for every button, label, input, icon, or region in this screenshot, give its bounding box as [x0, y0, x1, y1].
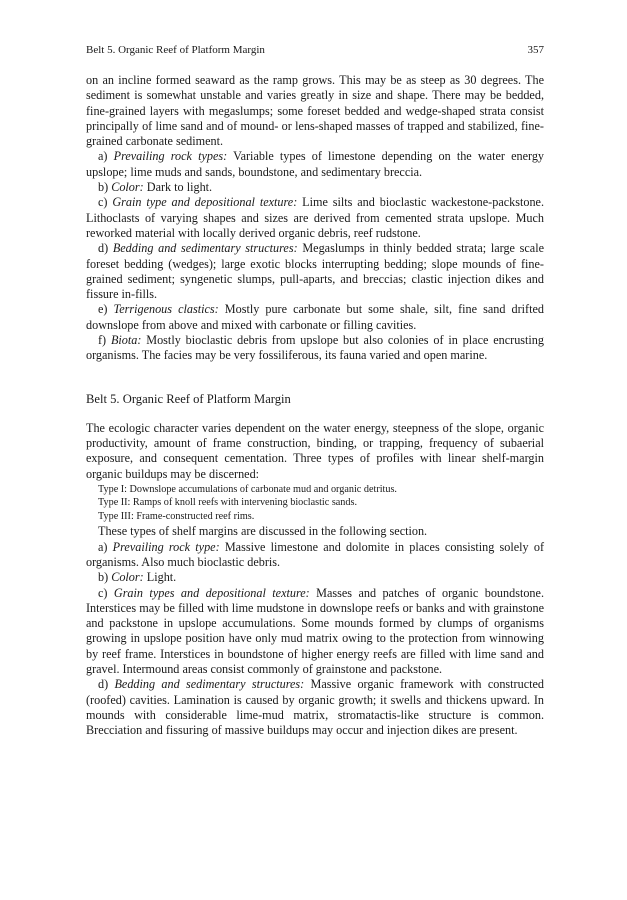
body-text: [86, 73, 544, 738]
list-item: b) Color: Light.: [98, 570, 177, 585]
item-term: Biota:: [110, 333, 142, 348]
item-term: Prevailing rock types:: [113, 149, 228, 164]
item-term: Color:: [111, 570, 144, 585]
list-item: c) Grain type and depositional texture: Lime silts and bioclastic wackestone-packstone. Lithoclasts of varying shapes and sizes are derived from cemented strata upslope. Much reworked material with locally derived organic debris, reef rudstone.: [86, 195, 544, 240]
list-item: c) Grain types and depositional texture: Masses and patches of organic boundstone. Interstices may be filled with lime mudstone in downslope reefs or banks and with grainstone and packstone in upslope accumulations. Some mounds formed by clumps of organisms growing in upslope position have only mud matrix owing to the protection from winnowing by reef frame. Interstices in boundstone of higher energy reefs are filled with lime sand and gravel. Intermound areas consist commonly of grainstone and packstone.: [86, 585, 544, 676]
list-item: f) Biota: Mostly bioclastic debris from upslope but also colonies of in place encrusting organisms. The facies may be very fossiliferous, its fauna varied and open marine.: [86, 333, 544, 363]
item-term: Color:: [111, 180, 144, 195]
item-term: Grain types and depositional texture:: [113, 585, 310, 600]
list-item: a) Prevailing rock types: Variable types of limestone depending on the water energy upslope; lime muds and sands, boundstone, and sedimentary breccia.: [86, 149, 545, 179]
item-term: Prevailing rock type:: [112, 539, 220, 554]
item-term: Terrigenous clastics:: [113, 302, 219, 317]
profile-types-list: [98, 483, 544, 524]
section-heading: Belt 5. Organic Reef of Platform Margin: [86, 391, 291, 406]
item-term: Grain type and depositional texture:: [112, 195, 298, 210]
list-item: b) Color: Dark to light.: [98, 180, 213, 195]
running-title: Belt 5. Organic Reef of Platform Margin: [86, 44, 265, 56]
profile-type: Type II: Ramps of knoll reefs with intervening bioclastic sands.: [98, 497, 358, 509]
list-item: d) Bedding and sedimentary structures: Massive organic framework with constructed (roofed) cavities. Lamination is caused by organic growth; it swells and thickens upward. In mounds with considerable lime-mud matrix, stromatactis-like structure is common. Brecciation and fissuring of massive buildups may occur and injection dikes are present.: [86, 677, 544, 738]
profile-type: Type III: Frame-constructed reef rims.: [98, 510, 255, 522]
section-intro: The ecologic character varies dependent on the water energy, steepness of the slope, organic productivity, amount of frame construction, binding, or trapping, frequency of subaerial exposure, and consequent cementation. Three types of profiles with linear shelf-margin organic buildups may be discerned:: [86, 420, 544, 481]
item-term: Bedding and sedimentary structures:: [112, 241, 298, 256]
list-item: e) Terrigenous clastics: Mostly pure carbonate but some shale, silt, fine sand drifted downslope from above and mixed with carbonate or filling cavities.: [86, 302, 545, 332]
page: [86, 40, 544, 738]
running-head: [86, 40, 544, 60]
profile-type: Type I: Downslope accumulations of carbonate mud and organic detritus.: [98, 483, 397, 495]
list-item: a) Prevailing rock type: Massive limestone and dolomite in places consisting solely of organisms. Also much bioclastic debris.: [86, 539, 545, 569]
page-number: 357: [527, 44, 544, 56]
item-term: Bedding and sedimentary structures:: [114, 677, 305, 692]
after-types-paragraph: These types of shelf margins are discussed in the following section.: [98, 524, 428, 539]
continuation-paragraph: on an incline formed seaward as the ramp grows. This may be as steep as 30 degrees. The sediment is somewhat unstable and varies greatly in size and shape. There may be bedded, fine-grained layers with megaslumps; some foreset bedded and wedge-shaped strata consist principally of lime sand and of mound- or lens-shaped masses of trapped and stabilized, fine-grained carbonate sediment.: [86, 73, 544, 149]
list-item: d) Bedding and sedimentary structures: Megaslumps in thinly bedded strata; large scale foreset bedding (wedges); large exotic blocks interrupting bedding; slope mounds of fine-grained sediment; syngenetic slumps, pull-aparts, and breccias; clastic injection dikes and fissure in-fills.: [86, 241, 544, 302]
